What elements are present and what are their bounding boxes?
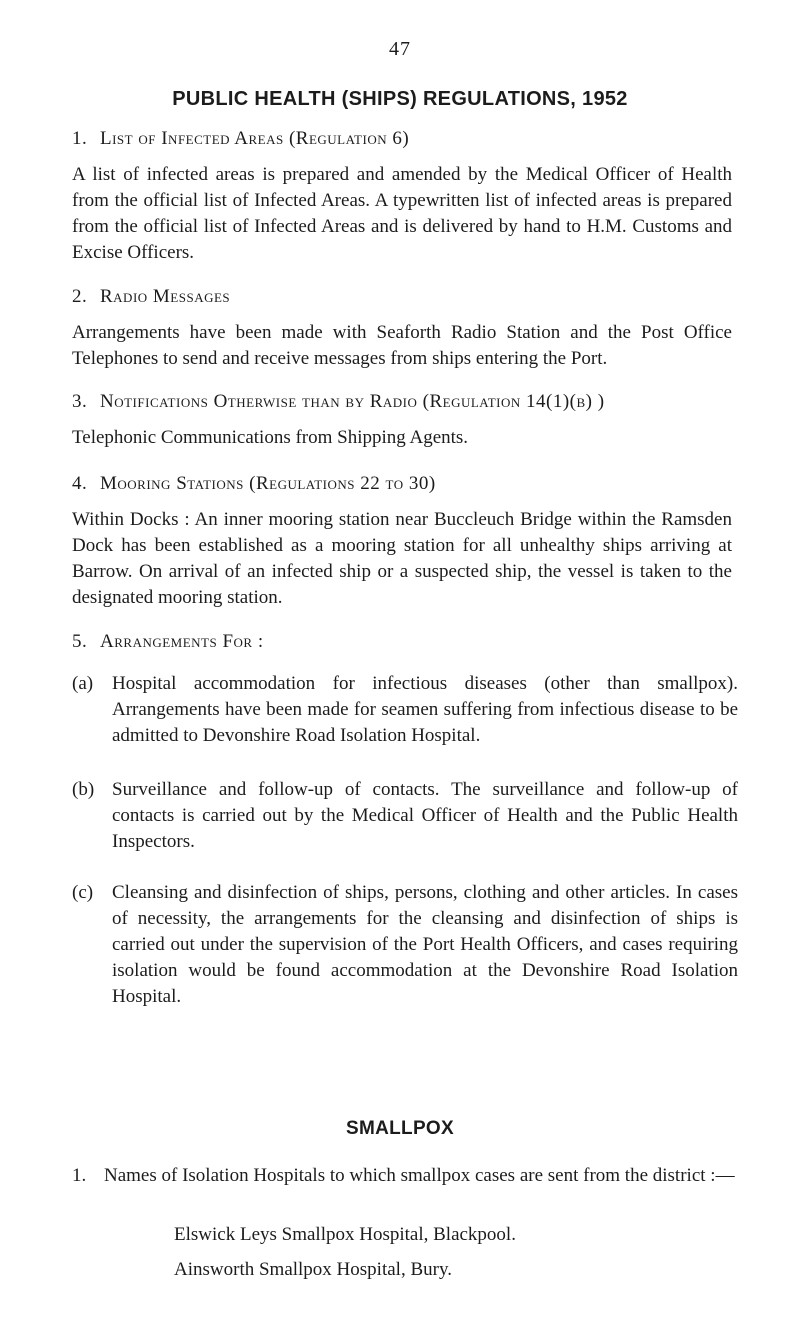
page-number: 47 [389, 38, 411, 60]
section-heading-text: List of Infected Areas (Regulation 6) [100, 128, 410, 149]
page-title: PUBLIC HEALTH (SHIPS) REGULATIONS, 1952 [172, 88, 628, 110]
section-number: 3. [72, 391, 88, 412]
section-mooring-stations [72, 471, 732, 611]
section-radio-messages [72, 284, 732, 372]
section-heading [72, 284, 732, 310]
section-notifications [72, 389, 732, 451]
section-heading-text: Arrangements For : [100, 631, 264, 652]
item-label: (b) [72, 779, 95, 800]
section-heading [72, 389, 732, 415]
section-number: 1. [72, 128, 88, 149]
section-heading [72, 629, 732, 655]
item-label: (a) [72, 673, 94, 694]
hospital-entry: Ainsworth Smallpox Hospital, Bury. [174, 1259, 452, 1280]
section-heading [72, 471, 732, 497]
section-body: Arrangements have been made with Seaforth Radio Station and the Post Office Telephones to send and receive messages from ships entering the Port. [72, 322, 732, 369]
item-text: Hospital accommodation for infectious diseases (other than smallpox). Arrangements have been made for seamen suffering from infectious disease to be admitted to Devonshire Road Isolation Hospital. [112, 673, 738, 746]
hospital-entry: Elswick Leys Smallpox Hospital, Blackpool. [174, 1224, 516, 1245]
item-label: (c) [72, 882, 94, 903]
smallpox-heading: SMALLPOX [346, 1118, 454, 1139]
item-text: Cleansing and disinfection of ships, persons, clothing and other articles. In cases of necessity, the arrangements for the cleansing and disinfection of ships is carried out under the supervision of the Port Health Officers, and cases requiring isolation would be found accommodation at the Devonshire Road Isolation Hospital. [112, 882, 738, 1007]
section-infected-areas [72, 126, 732, 266]
section-number: 2. [72, 286, 88, 307]
section-heading-text: Radio Messages [100, 286, 231, 307]
arrangement-item-a [40, 671, 738, 749]
item-text: Names of Isolation Hospitals to which smallpox cases are sent from the district :— [104, 1165, 735, 1186]
section-arrangements [72, 629, 732, 655]
section-heading-text: Mooring Stations (Regulations 22 to 30) [100, 473, 436, 494]
section-heading [72, 126, 732, 152]
section-body: Telephonic Communications from Shipping Agents. [72, 427, 469, 448]
smallpox-item [72, 1163, 738, 1189]
arrangement-item-b [40, 777, 738, 855]
section-heading-text: Notifications Otherwise than by Radio (Regulation 14(1)(b) ) [100, 391, 605, 412]
section-body: A list of infected areas is prepared and amended by the Medical Officer of Health from the official list of Infected Areas. A typewritten list of infected areas is prepared from the official list of Infected Areas and is delivered by hand to H.M. Customs and Excise Officers. [72, 164, 732, 263]
section-number: 5. [72, 631, 88, 652]
section-number: 4. [72, 473, 88, 494]
item-text: Surveillance and follow-up of contacts. The surveillance and follow-up of contacts is carried out by the Medical Officer of Health and the Public Health Inspectors. [112, 779, 738, 852]
section-body: Within Docks : An inner mooring station near Buccleuch Bridge within the Ramsden Dock has been established as a mooring station for all unhealthy ships arriving at Barrow. On arrival of an infected ship or a suspected ship, the vessel is taken to the designated mooring station. [72, 509, 732, 608]
arrangement-item-c [40, 880, 738, 1010]
item-number: 1. [72, 1165, 87, 1186]
